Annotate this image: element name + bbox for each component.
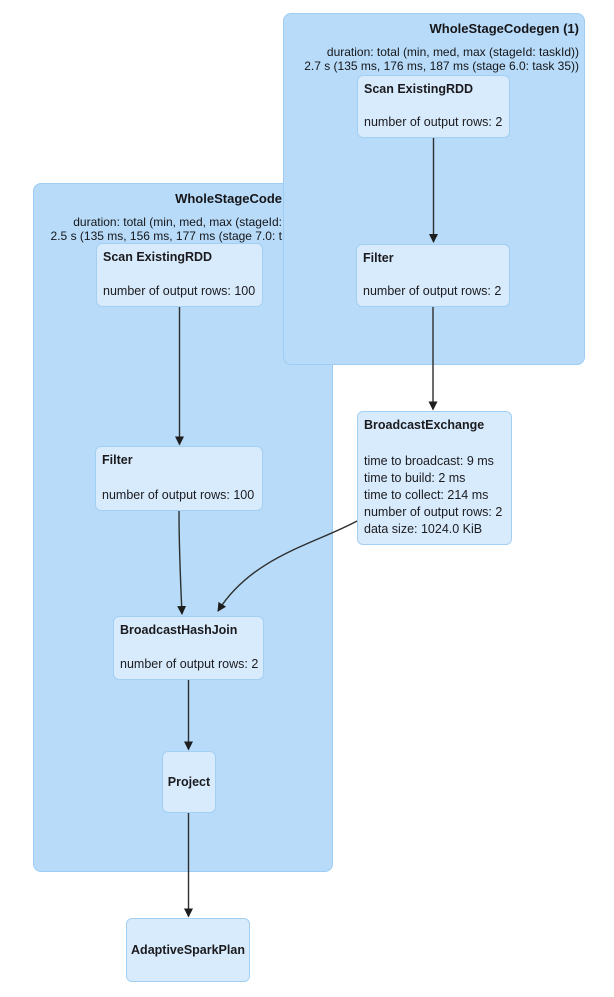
cluster-duration <box>304 46 579 73</box>
node-title: Scan ExistingRDD <box>103 250 213 264</box>
node-filter-2[interactable] <box>95 446 263 511</box>
cluster-title: WholeStageCodegen (1) <box>429 21 579 36</box>
node-filter-1[interactable] <box>356 244 510 307</box>
node-project[interactable] <box>162 751 216 813</box>
node-title: Project <box>167 774 211 789</box>
node-metrics <box>364 453 505 538</box>
node-metrics <box>120 656 257 673</box>
metric: number of output rows: 100 <box>103 284 256 298</box>
cluster-duration <box>34 216 282 243</box>
node-broadcasthashjoin[interactable] <box>113 616 264 680</box>
node-metrics <box>102 487 256 504</box>
node-title: BroadcastExchange <box>364 418 485 432</box>
cluster-label <box>304 22 579 73</box>
node-metrics <box>363 283 503 300</box>
cluster-title: WholeStageCode <box>175 191 282 206</box>
metric: time to broadcast: 9 ms <box>364 454 494 468</box>
node-metrics <box>103 283 256 300</box>
node-adaptivesparkplan[interactable] <box>126 918 250 982</box>
metric: number of output rows: 2 <box>363 284 502 298</box>
metric: number of output rows: 100 <box>102 488 255 502</box>
node-scan-existingrdd-1[interactable] <box>357 75 510 138</box>
node-scan-existingrdd-2[interactable] <box>96 243 263 307</box>
cluster-duration-header: duration: total (min, med, max (stageId: <box>73 215 282 229</box>
metric: time to collect: 214 ms <box>364 488 489 502</box>
node-title: Filter <box>102 453 133 467</box>
node-title: Scan ExistingRDD <box>364 82 474 96</box>
node-title: AdaptiveSparkPlan <box>131 942 245 957</box>
node-title: BroadcastHashJoin <box>120 623 238 637</box>
cluster-wholestagecodegen-1 <box>283 13 585 365</box>
metric: data size: 1024.0 KiB <box>364 522 483 536</box>
cluster-duration-header: duration: total (min, med, max (stageId: taskId)) <box>326 45 579 59</box>
cluster-label <box>34 192 282 243</box>
node-metrics <box>364 114 503 131</box>
node-broadcastexchange[interactable] <box>357 411 512 545</box>
cluster-duration-value: 2.7 s (135 ms, 176 ms, 187 ms (stage 6.0: task 35)) <box>304 58 579 73</box>
metric: number of output rows: 2 <box>120 657 259 671</box>
metric: number of output rows: 2 <box>364 505 503 519</box>
node-title: Filter <box>363 251 394 265</box>
cluster-duration-value: 2.5 s (135 ms, 156 ms, 177 ms (stage 7.0: t <box>50 228 282 243</box>
metric: number of output rows: 2 <box>364 115 503 129</box>
metric: time to build: 2 ms <box>364 471 466 485</box>
